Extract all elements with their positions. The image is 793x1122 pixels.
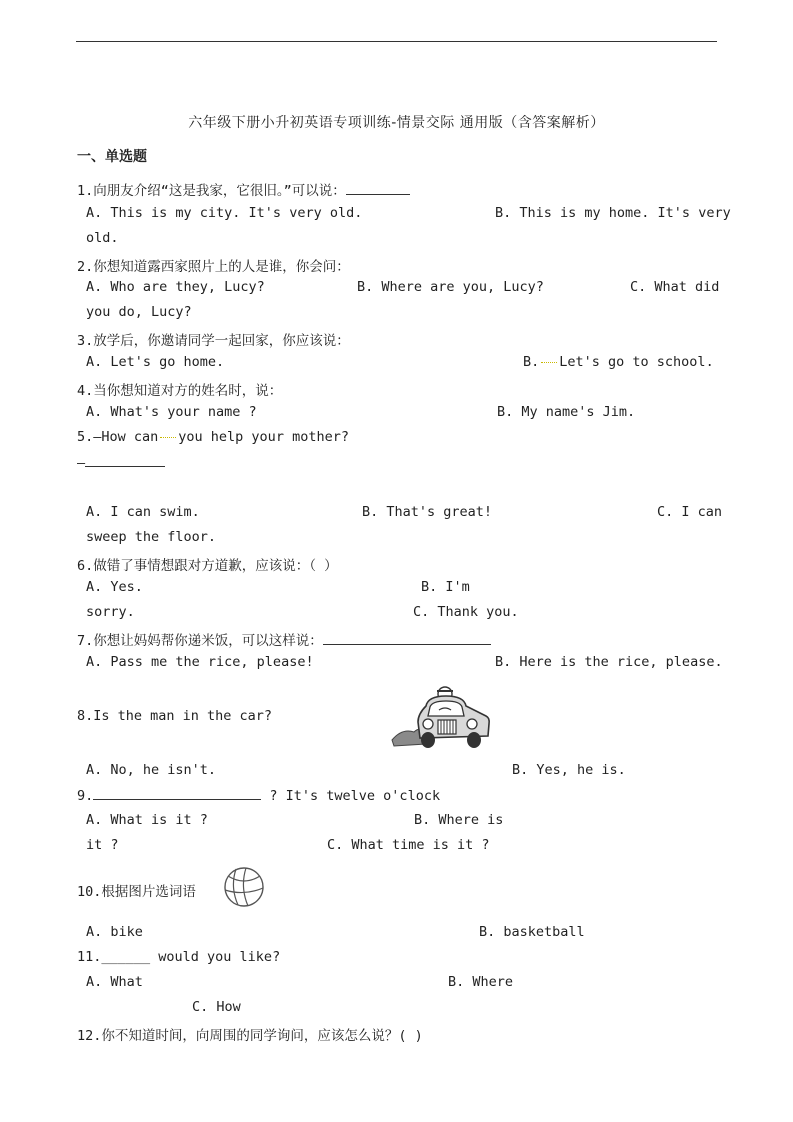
car-driver-picture (390, 682, 494, 750)
option-c[interactable]: C. How (192, 999, 241, 1015)
option-a[interactable]: A. Yes. (86, 579, 143, 595)
option-a[interactable]: A. Let's go home. (86, 354, 225, 370)
header-rule (76, 41, 717, 42)
option-b[interactable]: B. This is my home. It's very (495, 205, 731, 221)
option-b[interactable]: B. Where is (414, 812, 504, 828)
option-b[interactable]: B. Where are you, Lucy? (357, 279, 544, 295)
option-c[interactable]: C. What time is it ? (327, 837, 490, 853)
option-b[interactable]: B. Here is the rice, please. (495, 654, 723, 670)
dash-mark (160, 437, 176, 438)
option-b[interactable]: B. My name's Jim. (497, 404, 636, 420)
question-5-stem-end: you help your mother? (178, 429, 349, 445)
option-a[interactable]: A. Pass me the rice, please! (86, 654, 314, 670)
answer-blank (346, 182, 410, 195)
option-a[interactable]: A. bike (86, 924, 143, 940)
option-b-letter: B. (523, 354, 540, 370)
question-9-number: 9. (77, 788, 94, 804)
question-7-stem: 7.你想让妈妈帮你递米饭，可以这样说： (77, 633, 323, 649)
question-10: 10.根据图片选词语 (77, 884, 196, 900)
question-1-stem: 1.向朋友介绍“这是我家，它很旧。”可以说： (77, 183, 346, 199)
option-a[interactable]: A. What's your name ? (86, 404, 257, 420)
option-c-continued: sweep the floor. (86, 529, 217, 545)
option-b[interactable]: B. Where (448, 974, 514, 990)
question-5-response (77, 454, 165, 471)
question-6: 6.做错了事情想跟对方道歉，应该说：（ ） (77, 558, 338, 574)
answer-blank (93, 787, 261, 800)
option-a[interactable]: A. Who are they, Lucy? (86, 279, 265, 295)
option-c[interactable]: C. Thank you. (413, 604, 519, 620)
option-c-continued: you do, Lucy? (86, 304, 192, 320)
option-a[interactable]: A. What (86, 974, 143, 990)
option-a[interactable]: A. What is it ? (86, 812, 208, 828)
question-5 (77, 429, 349, 445)
option-c[interactable]: C. I can (657, 504, 723, 520)
section-heading: 一、单选题 (77, 149, 147, 165)
question-11: 11.______ would you like? (77, 949, 281, 965)
option-b[interactable] (523, 354, 714, 370)
question-4: 4.当你想知道对方的姓名时，说： (77, 383, 283, 399)
option-b[interactable]: B. basketball (479, 924, 585, 940)
question-7 (77, 629, 491, 649)
option-a[interactable]: A. No, he isn't. (86, 762, 217, 778)
question-3: 3.放学后，你邀请同学一起回家，你应该说： (77, 333, 350, 349)
question-8: 8.Is the man in the car? (77, 708, 273, 724)
option-b-continued: old. (86, 230, 119, 246)
option-b-text: Let's go to school. (559, 354, 714, 370)
question-2: 2.你想知道露西家照片上的人是谁，你会问： (77, 259, 350, 275)
question-9-stem: ? It's twelve o'clock (261, 788, 441, 804)
basketball-picture (222, 866, 266, 908)
response-dash: — (77, 455, 86, 471)
question-9 (77, 787, 440, 804)
question-1 (77, 179, 410, 199)
option-b[interactable]: B. That's great! (362, 504, 493, 520)
option-a[interactable]: A. This is my city. It's very old. (86, 205, 363, 221)
dash-mark (541, 362, 557, 363)
answer-blank (323, 632, 491, 645)
option-b[interactable]: B. Yes, he is. (512, 762, 626, 778)
answer-blank (85, 454, 165, 467)
option-c[interactable]: C. What did (630, 279, 720, 295)
option-b-continued: sorry. (86, 604, 135, 620)
question-12: 12.你不知道时间，向周围的同学询问，应该怎么说？( ) (77, 1028, 423, 1044)
page-title: 六年级下册小升初英语专项训练-情景交际 通用版（含答案解析） (188, 115, 605, 131)
option-b[interactable]: B. I'm (421, 579, 470, 595)
option-a[interactable]: A. I can swim. (86, 504, 200, 520)
option-b-continued: it ? (86, 837, 119, 853)
question-5-stem-start: 5.—How can (77, 429, 159, 445)
